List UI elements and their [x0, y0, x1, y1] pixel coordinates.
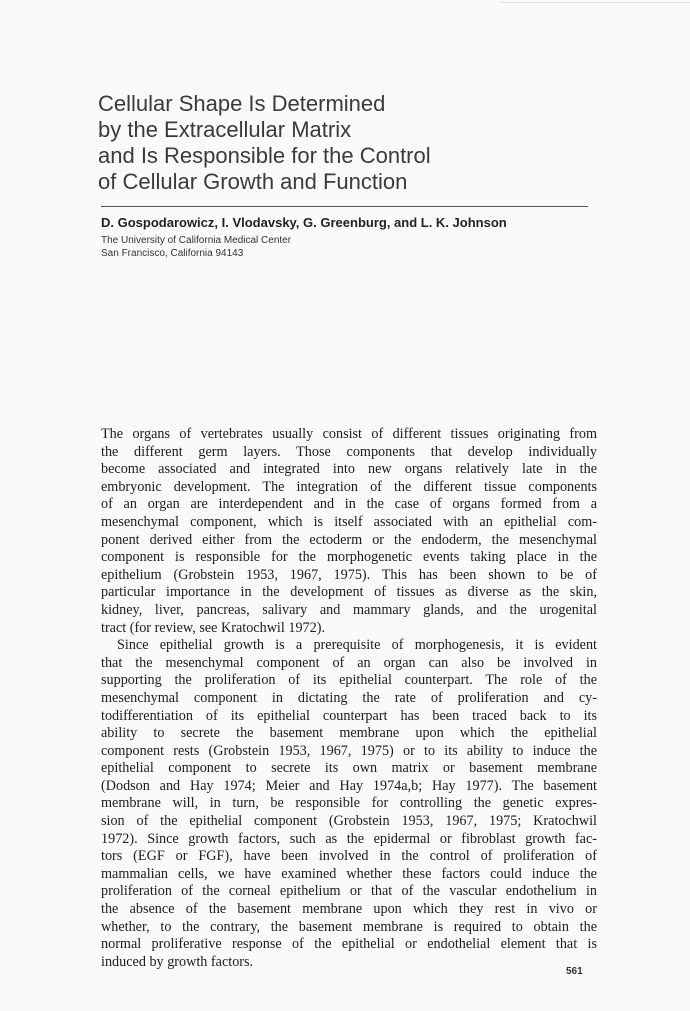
author-list: D. Gospodarowicz, I. Vlodavsky, G. Greenburg, and L. K. Johnson	[101, 215, 507, 230]
title-divider	[101, 206, 588, 207]
body-line: the absence of the basement membrane upon which they rest in vivo or	[101, 901, 597, 918]
body-line: mesenchymal component in dictating the rate of proliferation and cy-	[101, 689, 597, 706]
body-line: of an organ are interdependent and in the case of organs formed from a	[101, 496, 597, 513]
body-line: whether, to the contrary, the basement membrane is required to obtain the	[101, 918, 597, 935]
body-line: component is responsible for the morphogenetic events taking place in the	[101, 549, 597, 566]
body-line: normal proliferative response of the epithelial or endothelial element that is	[101, 936, 597, 953]
body-line: particular importance in the development of tissues as diverse as the skin,	[101, 584, 597, 601]
body-line: mesenchymal component, which is itself associated with an epithelial com-	[101, 513, 597, 530]
title-line: by the Extracellular Matrix	[98, 117, 352, 142]
paragraph	[101, 426, 597, 637]
body-line: embryonic development. The integration of the different tissue components	[101, 478, 597, 495]
title-line: Cellular Shape Is Determined	[98, 91, 386, 116]
body-line: tors (EGF or FGF), have been involved in the control of proliferation of	[101, 848, 597, 865]
title-line: of Cellular Growth and Function	[98, 169, 408, 194]
body-line: todifferentiation of its epithelial counterpart has been traced back to its	[101, 707, 597, 724]
body-line: ability to secrete the basement membrane upon which the epithelial	[101, 725, 597, 742]
body-line: kidney, liver, pancreas, salivary and mammary glands, and the urogenital	[101, 601, 597, 618]
body-line: that the mesenchymal component of an organ can also be involved in	[101, 654, 597, 671]
body-line: the different germ layers. Those components that develop individually	[101, 443, 597, 460]
body-line: Since epithelial growth is a prerequisite of morphogenesis, it is evident	[117, 637, 597, 654]
body-text	[101, 426, 597, 971]
body-line: The organs of vertebrates usually consist of different tissues originating from	[101, 426, 597, 442]
body-line: supporting the proliferation of its epithelial counterpart. The role of the	[101, 672, 597, 689]
scan-edge-mark	[500, 2, 690, 3]
body-line: proliferation of the corneal epithelium or that of the vascular endothelium in	[101, 883, 597, 900]
body-line: sion of the epithelial component (Grobstein 1953, 1967, 1975; Kratochwil	[101, 813, 597, 830]
body-line: become associated and integrated into new organs relatively late in the	[101, 461, 597, 478]
body-line: epithelial component to secrete its own matrix or basement membrane	[101, 760, 597, 777]
body-line: membrane will, in turn, be responsible for controlling the genetic expres-	[101, 795, 597, 812]
body-line: tract (for review, see Kratochwil 1972).	[101, 619, 326, 636]
affiliation	[101, 234, 291, 260]
affiliation-line: San Francisco, California 94143	[101, 248, 244, 259]
title-line: and Is Responsible for the Control	[98, 143, 431, 168]
article-title	[98, 91, 618, 195]
body-line: component rests (Grobstein 1953, 1967, 1975) or to its ability to induce the	[101, 742, 597, 759]
affiliation-line: The University of California Medical Center	[101, 235, 292, 246]
page-number: 561	[566, 966, 583, 977]
paragraph	[101, 637, 597, 971]
body-line: ponent derived either from the ectoderm or the endoderm, the mesenchymal	[101, 531, 597, 548]
body-line: mammalian cells, we have examined whether these factors could induce the	[101, 865, 597, 882]
body-line: epithelium (Grobstein 1953, 1967, 1975). This has been shown to be of	[101, 566, 597, 583]
body-line: 1972). Since growth factors, such as the epidermal or fibroblast growth fac-	[101, 830, 597, 847]
body-line: induced by growth factors.	[101, 953, 254, 970]
body-line: (Dodson and Hay 1974; Meier and Hay 1974a,b; Hay 1977). The basement	[101, 777, 597, 794]
